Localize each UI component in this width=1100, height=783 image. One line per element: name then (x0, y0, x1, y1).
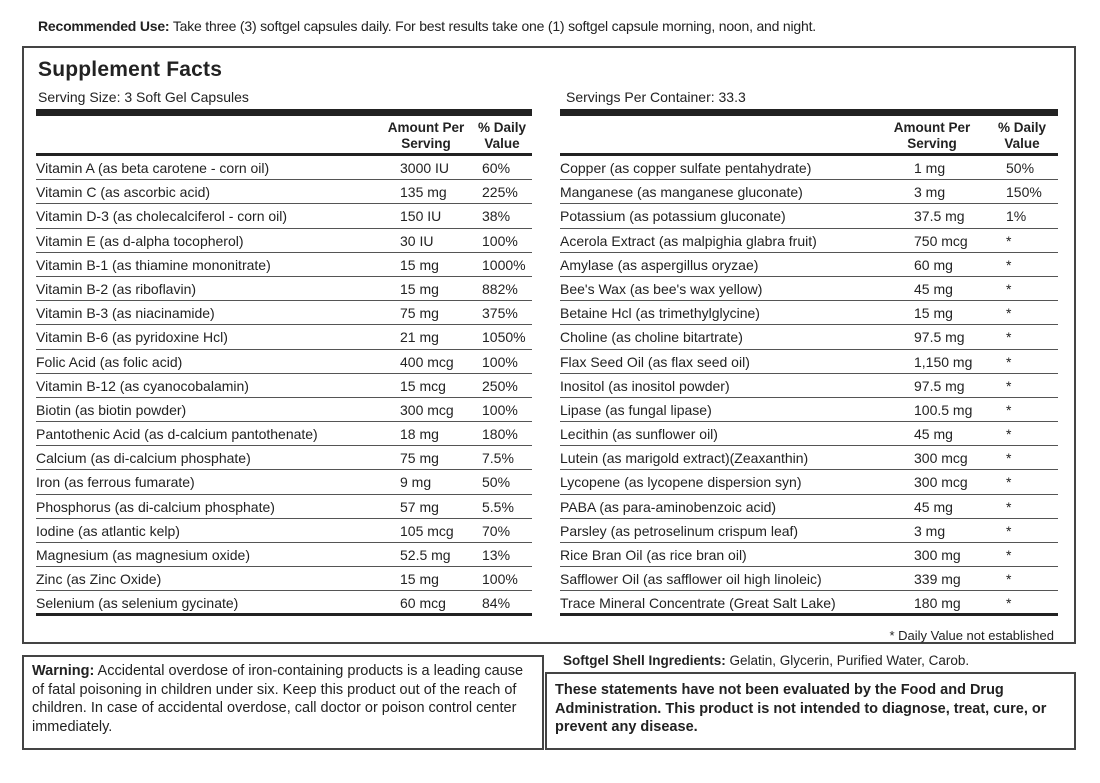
table-row (560, 180, 1058, 204)
nutrient-name: Rice Bran Oil (as rice bran oil) (560, 547, 747, 563)
daily-value: * (1006, 353, 1012, 370)
amount-per-serving: 135 mg (400, 184, 447, 201)
table-row (36, 591, 532, 615)
amount-per-serving: 300 mcg (400, 401, 454, 418)
header-daily-value: % Daily Value (997, 120, 1047, 151)
facts-title: Supplement Facts (38, 58, 223, 81)
nutrient-name: PABA (as para-aminobenzoic acid) (560, 498, 777, 515)
nutrient-name: Magnesium (as magnesium oxide) (36, 547, 250, 563)
nutrient-name: Amylase (as aspergillus oryzae) (560, 256, 759, 273)
nutrient-name: Lecithin (as sunflower oil) (560, 426, 718, 443)
table-row (560, 374, 1058, 398)
table-row (560, 301, 1058, 325)
nutrient-name: Vitamin C (as ascorbic acid) (36, 184, 211, 201)
daily-value: 5.5% (482, 498, 514, 515)
amount-per-serving: 15 mg (400, 256, 439, 273)
table-row (36, 253, 532, 277)
nutrient-name: Flax Seed Oil (as flax seed oil) (560, 353, 750, 370)
nutrient-name: Vitamin B-3 (as niacinamide) (36, 305, 215, 322)
daily-value: 50% (1006, 160, 1035, 176)
amount-per-serving: 1,150 mg (914, 353, 973, 370)
daily-value: * (1006, 280, 1012, 297)
warning-text: Accidental overdose of iron-containing products is a leading cause of fatal poisoning in children under six. Keep this product out of the reach of children. In case of accidental overdose, call doctor or poison control center immediately. (32, 663, 524, 735)
table-row (36, 277, 532, 301)
table-row (36, 374, 532, 398)
amount-per-serving: 15 mg (400, 571, 439, 588)
header-daily-value: % Daily Value (477, 120, 527, 151)
table-row (560, 156, 1058, 180)
nutrient-name: Vitamin B-6 (as pyridoxine Hcl) (36, 329, 228, 346)
table-row (560, 277, 1058, 301)
daily-value: 84% (482, 595, 511, 612)
table-row (36, 156, 532, 180)
nutrient-name: Vitamin D-3 (as cholecalciferol - corn oil) (36, 208, 288, 225)
daily-value: * (1006, 522, 1012, 539)
amount-per-serving: 300 mg (914, 547, 961, 563)
amount-per-serving: 97.5 mg (914, 377, 965, 394)
supplement-facts-panel (22, 46, 1076, 644)
nutrient-name: Vitamin B-2 (as riboflavin) (36, 280, 197, 297)
table-row (560, 519, 1058, 543)
nutrient-name: Iron (as ferrous fumarate) (36, 474, 195, 491)
footnote: * Daily Value not established (889, 628, 1054, 643)
daily-value: 50% (482, 474, 511, 491)
amount-per-serving: 30 IU (400, 232, 434, 249)
amount-per-serving: 400 mcg (400, 353, 454, 370)
amount-per-serving: 339 mg (914, 571, 961, 588)
amount-per-serving: 52.5 mg (400, 547, 451, 563)
nutrient-name: Lipase (as fungal lipase) (560, 401, 712, 418)
amount-per-serving: 3 mg (914, 184, 946, 201)
amount-per-serving: 3 mg (914, 522, 946, 539)
amount-per-serving: 45 mg (914, 280, 953, 297)
daily-value: 1000% (482, 256, 526, 273)
table-row (560, 470, 1058, 494)
table-row (560, 253, 1058, 277)
nutrient-name: Lycopene (as lycopene dispersion syn) (560, 474, 802, 491)
header-amount: Amount Per Serving (893, 120, 971, 151)
table-row (560, 204, 1058, 228)
daily-value: 250% (482, 377, 518, 394)
nutrient-name: Folic Acid (as folic acid) (36, 353, 183, 370)
amount-per-serving: 15 mg (914, 305, 953, 322)
nutrient-name: Manganese (as manganese gluconate) (560, 184, 803, 201)
nutrient-name: Acerola Extract (as malpighia glabra fruit) (560, 232, 817, 249)
amount-per-serving: 9 mg (400, 474, 432, 491)
amount-per-serving: 57 mg (400, 498, 439, 515)
table-row (36, 301, 532, 325)
daily-value: * (1006, 571, 1012, 588)
daily-value: * (1006, 595, 1012, 612)
nutrient-name: Phosphorus (as di-calcium phosphate) (36, 498, 275, 515)
table-row (36, 495, 532, 519)
table-row (560, 398, 1058, 422)
shell-label: Softgel Shell Ingredients: (563, 653, 726, 668)
nutrient-name: Inositol (as inositol powder) (560, 377, 730, 394)
nutrient-name: Lutein (as marigold extract)(Zeaxanthin) (560, 450, 809, 467)
nutrient-name: Iodine (as atlantic kelp) (36, 522, 180, 539)
daily-value: * (1006, 232, 1012, 249)
table-row (36, 446, 532, 470)
top-rule-right (560, 109, 1058, 116)
table-row (36, 229, 532, 253)
table-row (560, 591, 1058, 615)
amount-per-serving: 75 mg (400, 305, 439, 322)
table-header (36, 116, 532, 156)
nutrient-name: Zinc (as Zinc Oxide) (36, 571, 162, 588)
nutrient-name: Choline (as choline bitartrate) (560, 329, 743, 346)
amount-per-serving: 18 mg (400, 426, 439, 443)
table-header (560, 116, 1058, 156)
nutrient-name: Vitamin B-12 (as cyanocobalamin) (36, 377, 249, 394)
table-row (560, 567, 1058, 591)
daily-value: 70% (482, 522, 511, 539)
amount-per-serving: 15 mg (400, 280, 439, 297)
table-row (36, 398, 532, 422)
daily-value: 882% (482, 280, 518, 297)
recommended-use-text: Take three (3) softgel capsules daily. For best results take one (1) softgel capsule morning, noon, and night. (172, 18, 816, 34)
table-row (36, 422, 532, 446)
nutrient-name: Parsley (as petroselinum crispum leaf) (560, 522, 799, 539)
daily-value: 38% (482, 208, 511, 225)
table-row (36, 325, 532, 349)
daily-value: * (1006, 426, 1012, 443)
table-row (36, 470, 532, 494)
table-row (560, 229, 1058, 253)
amount-per-serving: 180 mg (914, 595, 961, 612)
daily-value: 1% (1006, 208, 1027, 225)
daily-value: 13% (482, 547, 511, 563)
amount-per-serving: 300 mcg (914, 450, 968, 467)
table-row (36, 180, 532, 204)
amount-per-serving: 75 mg (400, 450, 439, 467)
nutrient-name: Bee's Wax (as bee's wax yellow) (560, 280, 763, 297)
recommended-use (38, 18, 816, 34)
daily-value: * (1006, 401, 1012, 418)
table-row (36, 519, 532, 543)
nutrient-name: Copper (as copper sulfate pentahydrate) (560, 160, 812, 176)
amount-per-serving: 60 mg (914, 256, 953, 273)
table-row (560, 350, 1058, 374)
warning-box (22, 655, 544, 750)
amount-per-serving: 97.5 mg (914, 329, 965, 346)
amount-per-serving: 3000 IU (400, 160, 450, 176)
amount-per-serving: 21 mg (400, 329, 439, 346)
daily-value: 100% (482, 571, 518, 588)
table-row (36, 543, 532, 567)
amount-per-serving: 150 IU (400, 208, 442, 225)
daily-value: * (1006, 498, 1012, 515)
top-rule-left (36, 109, 532, 116)
servings-per-container: Servings Per Container: 33.3 (566, 89, 746, 105)
daily-value: 100% (482, 232, 518, 249)
table-row (560, 495, 1058, 519)
daily-value: * (1006, 474, 1012, 491)
daily-value: * (1006, 377, 1012, 394)
table-row (560, 543, 1058, 567)
nutrient-name: Safflower Oil (as safflower oil high linoleic) (560, 571, 822, 588)
daily-value: * (1006, 547, 1012, 563)
nutrient-name: Calcium (as di-calcium phosphate) (36, 450, 251, 467)
daily-value: * (1006, 329, 1012, 346)
table-row (36, 204, 532, 228)
daily-value: 60% (482, 160, 511, 176)
amount-per-serving: 750 mcg (914, 232, 968, 249)
shell-text: Gelatin, Glycerin, Purified Water, Carob. (725, 653, 970, 668)
facts-table-left (36, 116, 532, 616)
table-row (560, 422, 1058, 446)
daily-value: * (1006, 256, 1012, 273)
fda-statement: These statements have not been evaluated by the Food and Drug Administration. This product is not intended to diagnose, treat, cure, or prevent any disease. (545, 672, 1076, 750)
amount-per-serving: 45 mg (914, 498, 953, 515)
table-row (560, 446, 1058, 470)
table-row (36, 350, 532, 374)
amount-per-serving: 300 mcg (914, 474, 968, 491)
table-row (560, 325, 1058, 349)
amount-per-serving: 37.5 mg (914, 208, 965, 225)
daily-value: 7.5% (482, 450, 514, 467)
nutrient-name: Betaine Hcl (as trimethylglycine) (560, 305, 760, 322)
nutrient-name: Selenium (as selenium gycinate) (36, 595, 239, 612)
nutrient-name: Trace Mineral Concentrate (Great Salt Lake) (560, 595, 836, 612)
amount-per-serving: 105 mcg (400, 522, 454, 539)
nutrient-name: Potassium (as potassium gluconate) (560, 208, 786, 225)
amount-per-serving: 1 mg (914, 160, 946, 176)
recommended-use-label: Recommended Use: (38, 18, 170, 34)
amount-per-serving: 45 mg (914, 426, 953, 443)
daily-value: 100% (482, 353, 518, 370)
header-amount: Amount Per Serving (387, 120, 465, 151)
shell-ingredients (563, 653, 969, 668)
daily-value: 100% (482, 401, 518, 418)
daily-value: 150% (1006, 184, 1042, 201)
daily-value: * (1006, 305, 1012, 322)
daily-value: 1050% (482, 329, 526, 346)
table-row (36, 567, 532, 591)
nutrient-name: Vitamin A (as beta carotene - corn oil) (36, 160, 270, 176)
daily-value: 180% (482, 426, 518, 443)
nutrient-name: Vitamin E (as d-alpha tocopherol) (36, 232, 244, 249)
daily-value: * (1006, 450, 1012, 467)
nutrient-name: Vitamin B-1 (as thiamine mononitrate) (36, 256, 271, 273)
nutrient-name: Pantothenic Acid (as d-calcium pantothenate) (36, 426, 318, 443)
daily-value: 225% (482, 184, 518, 201)
facts-table-right (560, 116, 1058, 616)
serving-size: Serving Size: 3 Soft Gel Capsules (38, 89, 249, 105)
amount-per-serving: 100.5 mg (914, 401, 973, 418)
nutrient-name: Biotin (as biotin powder) (36, 401, 187, 418)
warning-label: Warning: (32, 663, 95, 679)
amount-per-serving: 15 mcg (400, 377, 446, 394)
amount-per-serving: 60 mcg (400, 595, 446, 612)
daily-value: 375% (482, 305, 518, 322)
